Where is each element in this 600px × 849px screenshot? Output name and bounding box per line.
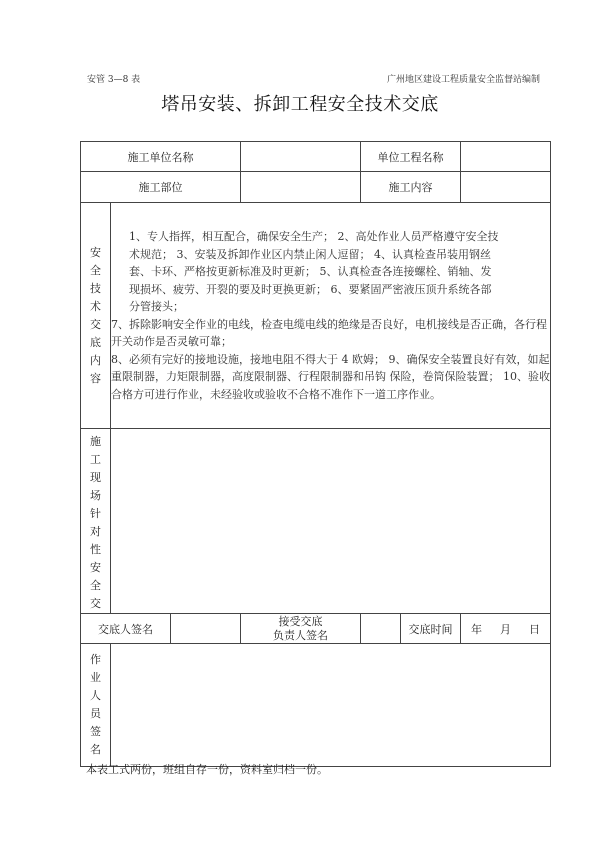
handover-date-field[interactable]: 年 月 日 (461, 614, 551, 644)
row-site (81, 429, 551, 614)
safety-content-label: 安 全 技 术 交 底 内 容 (81, 203, 111, 429)
handover-signer-value[interactable] (171, 614, 241, 644)
worker-signature-area[interactable] (111, 644, 551, 767)
construction-unit-value[interactable] (241, 142, 361, 172)
row-unit (81, 142, 551, 172)
construction-content-label: 施工内容 (361, 172, 461, 203)
receiver-signer-label: 接受交底 负责人签名 (241, 614, 361, 644)
safety-content-text: 1、专人指挥，相互配合，确保安全生产； 2、高处作业人员严格遵守安全技 术规范； 3、安装及拆卸作业区内禁止闲人逗留； 4、认真检查吊装用钢丝 套、卡环、严格按更新标准及时更新； 5、认真检查各连接螺栓、销轴、发 现损坏、疲劳、开裂的要及时更换更新； 6、要紧固严密液压顶升系统各部 分管接头； 7、拆除影响安全作业的电线，检查电缆电线的绝缘是否良好，电机接线是否正确，各行程开关动作是否灵敏可靠； 8、必须有完好的接地设施，接地电阻不得大于 4 欧姆； 9、确保安全装置良好有效，如起重限制器，力矩限制器，高度限制器、行程限制器和吊钩 保险，卷筒保险装置； 10、验收合格方可进行作业，未经验收或验收不合格不准作下一道工序作业。 (111, 203, 551, 429)
project-name-value[interactable] (461, 142, 551, 172)
construction-unit-label: 施工单位名称 (81, 142, 241, 172)
row-workers (81, 644, 551, 767)
row-signoff (81, 614, 551, 644)
row-safety (81, 203, 551, 429)
site-safety-content[interactable] (111, 429, 551, 614)
document-title: 塔吊安装、拆卸工程安全技术交底 (161, 94, 439, 115)
form-number: 安管 3—8 表 (87, 75, 141, 85)
project-name-label: 单位工程名称 (361, 142, 461, 172)
handover-time-label: 交底时间 (401, 614, 461, 644)
construction-content-value[interactable] (461, 172, 551, 203)
construction-dept-label: 施工部位 (81, 172, 241, 203)
handover-form-table (80, 141, 551, 767)
site-safety-label: 施 工 现 场 针 对 性 安 全 交 (81, 429, 111, 614)
row-dept (81, 172, 551, 203)
footer-note: 本表工式两份，班组自存一份，资料室归档一份。 (86, 763, 328, 776)
worker-signature-label: 作 业 人 员 签 名 (81, 644, 111, 767)
handover-signer-label: 交底人签名 (81, 614, 171, 644)
construction-dept-value[interactable] (241, 172, 361, 203)
publisher-note: 广州地区建设工程质量安全监督站编制 (386, 75, 540, 85)
receiver-signer-value[interactable] (361, 614, 401, 644)
